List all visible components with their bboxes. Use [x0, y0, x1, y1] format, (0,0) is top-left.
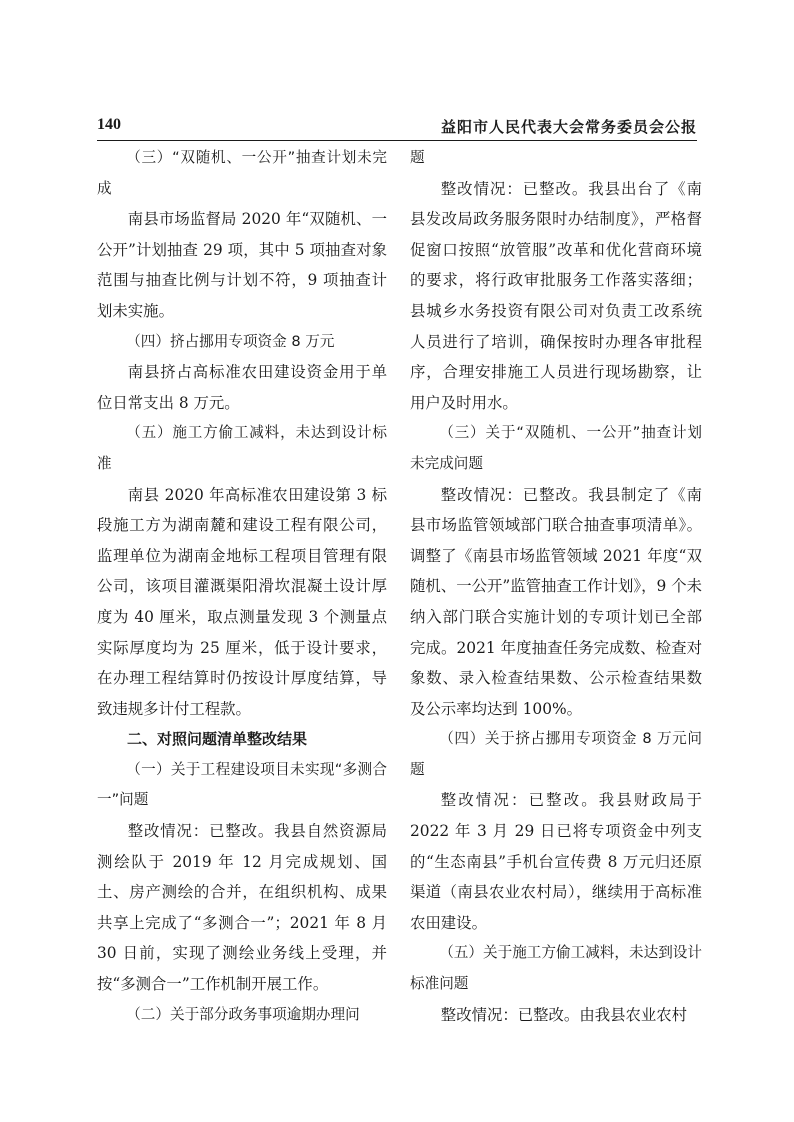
heading-rect2-start: （二）关于部分政务事项逾期办理问 [126, 1005, 360, 1023]
heading-rect4-funds: （四）关于挤占挪用专项资金 8 万元问题 [410, 730, 702, 778]
journal-title: 益阳市人民代表大会常务委员会公报 [440, 118, 697, 136]
header-rule [97, 140, 697, 141]
left-column [97, 143, 387, 1030]
heading-sec4-misused-funds: （四）挤占挪用专项资金 8 万元 [126, 332, 335, 350]
paragraph-sec4: 南县挤占高标准农田建设资金用于单位日常支出 8 万元。 [97, 363, 387, 412]
paragraph-rect1: 整改情况：已整改。我县自然资源局测绘队于 2019 年 12 月完成规划、国土、房产测绘的合并，在组织机构、成果共享上完成了“多测合一”；2021 年 8 月 30 日前，实现了测绘业务线上受理，并按“多测合一”工作机制开展工作。 [97, 822, 387, 994]
paragraph-rect4: 整改情况：已整改。我县财政局于 2022 年 3 月 29 日已将专项资金中列支的“生态南县”手机台宣传费 8 万元归还原渠道（南县农业农村局），继续用于高标准农田建设。 [410, 791, 702, 932]
heading-part2-rectification: 二、对照问题清单整改结果 [127, 730, 308, 749]
page-header [97, 114, 697, 138]
paragraph-sec5: 南县 2020 年高标准农田建设第 3 标段施工方为湖南麓和建设工程有限公司，监理单位为湖南金地标工程项目管理有限公司，该项目灌溉渠阳滑坎混凝土设计厚度为 40 厘米，取点测量发现 3 个测量点实际厚度均为 25 厘米，低于设计要求，在办理工程结算时仍按设计厚度结算，导致违规多计付工程款。 [97, 485, 387, 718]
heading-sec5-substandard-work: （五）施工方偷工减料，未达到设计标准 [97, 424, 387, 472]
heading-sec3-unfinished-inspection: （三）“双随机、一公开”抽查计划未完成 [97, 149, 387, 197]
paragraph-sec3: 南县市场监督局 2020 年“双随机、一公开”计划抽查 29 项，其中 5 项抽查对象范围与抽查比例与计划不符，9 项抽查计划未实施。 [97, 210, 387, 320]
heading-rect5-standard: （五）关于施工方偷工减料，未达到设计标准问题 [410, 944, 702, 993]
paragraph-rect2: 整改情况：已整改。我县出台了《南县发改局政务服务限时办结制度》，严格督促窗口按照“放管服”改革和优化营商环境的要求，将行政审批服务工作落实落细；县城乡水务投资有限公司对负责工改系统人员进行了培训，确保按时办理各审批程序，合理安排施工人员进行现场勘察，让用户及时用水。 [410, 179, 702, 412]
heading-rect1-multi-survey: （一）关于工程建设项目未实现“多测合一”问题 [97, 760, 387, 809]
paragraph-rect5-start: 整改情况：已整改。由我县农业农村 [440, 1005, 688, 1024]
heading-rect2-end: 题 [410, 149, 425, 166]
paragraph-rect3: 整改情况：已整改。我县制定了《南县市场监管领域部门联合抽查事项清单》。调整了《南县市场监管领域 2021 年度“双随机、一公开”监管抽查工作计划》，9 个未纳入部门联合实施计划的专项计划已全部完成。2021 年度抽查任务完成数、检查对象数、录入检查结果数、公示检查结果数及公示率均达到 100%。 [410, 485, 702, 718]
right-column [410, 143, 702, 1030]
heading-rect3-inspection: （三）关于“双随机、一公开”抽查计划未完成问题 [410, 424, 702, 472]
page-number: 140 [97, 116, 121, 133]
